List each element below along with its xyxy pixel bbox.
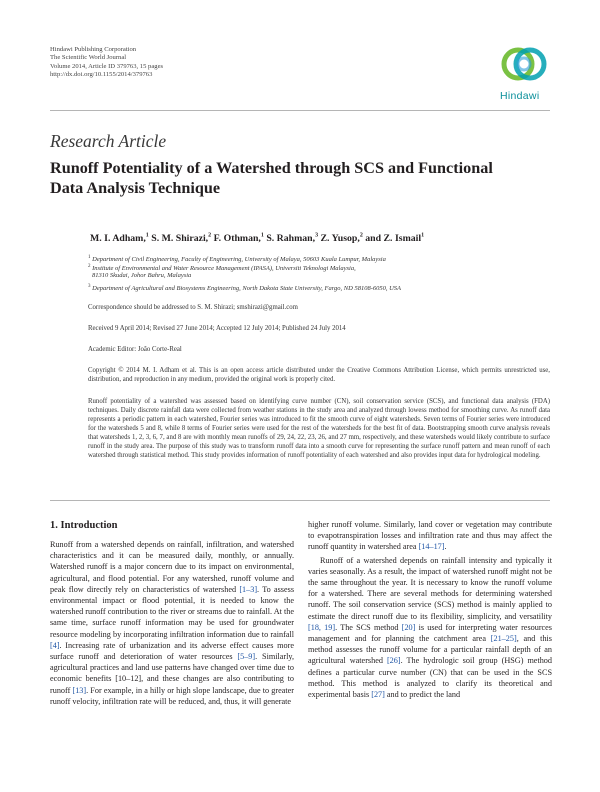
citation-link[interactable]: [5–9] <box>237 652 256 662</box>
paragraph: Runoff of a watershed depends on rainfall intensity and typically it varies seasonally. As a result, the impact of watershed runoff might not be the same throughout the year. It is necessary to know the runoff volume for a watershed. There are several methods for determining watershed runoff. The soil conservation service (SCS) method is mainly applied to estimate the direct runoff due to its flexibility, simplicity, and versatility [18, 19]. The SCS method [20] is used for interpreting water resources management and for planning the catchment area [21–25], and this method assesses the runoff volume for a particular rainfall depth of an agricultural watershed [26]. The hydrologic soil group (HSG) method defines a particular curve number (CN) that can be used in the SCS method. This method is analyzed to clarify its theoretical and experimental basis [27] and to predict the land <box>308 555 552 700</box>
affiliation: $^2$ Institute of Environmental and Water Resource Management (IPASA), Universiti Teknologi Malaysia, <box>88 264 356 273</box>
author: F. Othman,$^1$ <box>213 233 264 245</box>
right-column <box>308 519 552 700</box>
article-dates: Received 9 April 2014; Revised 27 June 2014; Accepted 12 July 2014; Published 24 July 2014 <box>88 325 346 332</box>
copyright-notice: Copyright © 2014 M. I. Adham et al. This is an open access article distributed under the Creative Commons Attribution License, which permits unrestricted use, distribution, and reproduction in any medium, provided the original work is properly cited. <box>88 367 550 383</box>
publisher-name: Hindawi Publishing Corporation <box>50 46 137 53</box>
affiliation: $^3$ Department of Agricultural and Biosystems Engineering, North Dakota State University, Fargo, ND 58108-6050, USA <box>88 284 402 293</box>
journal-header <box>50 46 163 80</box>
volume-info: Volume 2014, Article ID 379763, 15 pages <box>50 62 164 70</box>
author: Z. Yusop,$^2$ <box>320 233 363 245</box>
citation-link[interactable]: [26] <box>386 656 401 666</box>
article-type: Research Article <box>50 131 167 151</box>
affiliation: $^1$ Department of Civil Engineering, Faculty of Engineering, University of Malaya, 50603 Kuala Lumpur, Malaysia <box>88 255 386 264</box>
academic-editor: Academic Editor: João Corte-Real <box>88 346 182 353</box>
citation-link[interactable]: [1–3] <box>239 584 258 594</box>
paragraph: Runoff from a watershed depends on rainfall, infiltration, and watershed characteristics and it can be measured daily, monthly, or annually. Watershed runoff is a major concern due to its impact on environmental, agricultural, and flood potential. For any watershed, runoff volume and peak flow directly rely on characteristics of watershed [1–3]. To assess environmental impact or flood potential, it is needed to know the watershed runoff contribution to the river or streams due to rainfall. At the same time, surface runoff information may be used for groundwater resource modeling by incorporating infiltration information due to rainfall [4]. Increasing rate of urbanization and its adverse effect causes more surface runoff and deterioration of water resources [5–9]. Similarly, agricultural practices and land use patterns have changed over time due to economic benefits [10–12], and these changes are also contributing to runoff [13]. For example, in a hilly or high slope landscape, due to greater runoff velocity, infiltration rate will be reduced, and, thus, it will generate <box>50 540 295 706</box>
citation-link[interactable]: [27] <box>371 690 385 700</box>
author: S. M. Shirazi,$^2$ <box>151 233 212 245</box>
author: and Z. Ismail$^1$ <box>365 233 425 245</box>
abstract-divider <box>50 500 550 501</box>
header-divider <box>50 110 550 111</box>
citation-link[interactable]: [4] <box>50 640 60 650</box>
correspondence: Correspondence should be addressed to S. M. Shirazi; smshirazi@gmail.com <box>88 304 298 311</box>
abstract: Runoff potentiality of a watershed was assessed based on identifying curve number (CN), soil conservation service (SCS), and functional data analysis (FDA) techniques. Daily discrete rainfall data were collected from weather stations in the study area and analyzed through lowess method for smoothing curve. As runoff data represents a periodic pattern in each watershed, Fourier series was introduced to fit the smooth curve of eight watersheds. Seven terms of Fourier series were introduced for the watersheds 5 and 8, while 8 terms of Fourier series were used for the rest of the watersheds for the best fit of data. Bootstrapping smooth curve analysis reveals that watersheds 1, 2, 3, 6, 7, and 8 are with monthly mean runoffs of 29, 24, 22, 23, 26, and 27 mm, respectively, and these watersheds would likely contribute to surface runoff in the study area. The purpose of this study was to transform runoff data into a smooth curve for representing the surface runoff pattern and mean runoff of each watershed through statistical method. This study provides information of runoff potentiality of each watershed and also provides input data for hydrological modeling. <box>88 398 550 459</box>
author-list <box>90 233 424 244</box>
citation-link[interactable]: [20] <box>401 622 416 632</box>
paper-title: Runoff Potentiality of a Watershed through SCS and Functional Data Analysis Technique <box>50 159 493 197</box>
citation-link[interactable]: [21–25] <box>490 634 517 644</box>
doi-link[interactable]: http://dx.doi.org/10.1155/2014/379763 <box>50 71 153 79</box>
paragraph: higher runoff volume. Similarly, land cover or vegetation may contribute to evapotranspiration losses and infiltration rate and thus may affect the runoff quantity in watershed area [14–17]. <box>308 520 552 552</box>
journal-name: The Scientific World Journal <box>50 54 127 62</box>
citation-link[interactable]: [18, 19] <box>308 622 336 632</box>
section-heading: 1. Introduction <box>50 520 118 531</box>
hindawi-logo-text: Hindawi <box>500 90 540 102</box>
author: M. I. Adham,$^1$ <box>90 233 149 245</box>
author: S. Rahman,$^3$ <box>266 233 319 245</box>
citation-link[interactable]: [13] <box>72 685 87 695</box>
citation-link[interactable]: [14–17] <box>418 542 445 552</box>
affiliation-continued: 81310 Skudai, Johor Bahru, Malaysia <box>92 272 192 279</box>
left-column <box>50 539 294 707</box>
